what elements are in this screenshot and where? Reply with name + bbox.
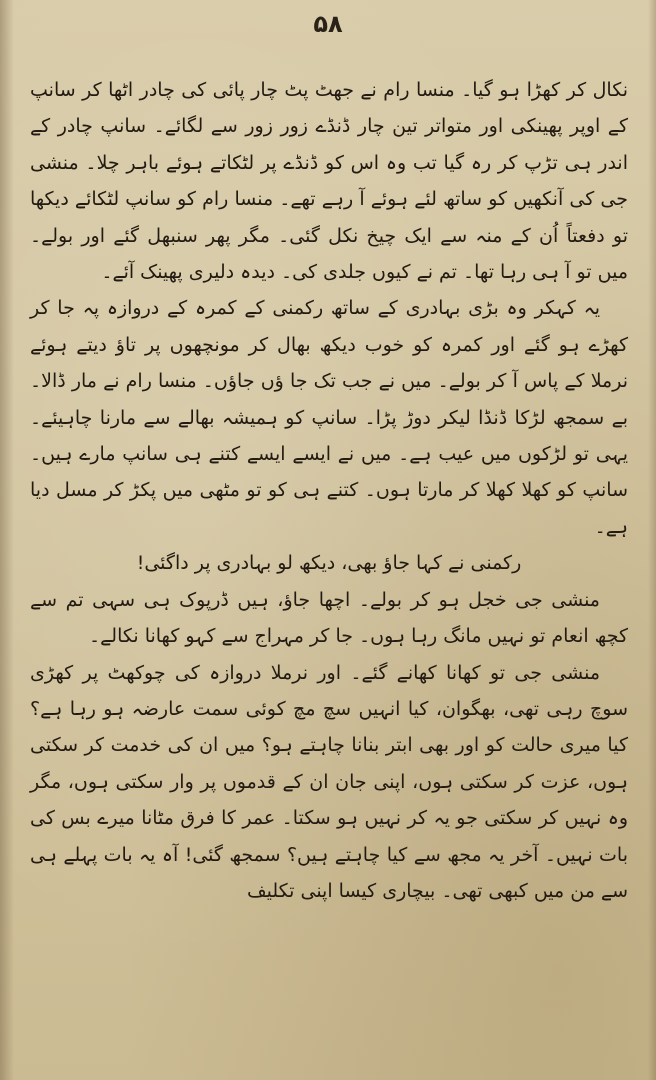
page-number: ۵۸ [313, 10, 343, 38]
paragraph-5: منشی جی تو کھانا کھانے گئے۔ اور نرملا دروازہ کی چوکھٹ پر کھڑی سوچ رہی تھی، بھگوان، کیا انہیں سچ مچ کوئی سمت عارضہ ہو رہا ہے؟ کیا میری حالت کو اور بھی ابتر بنانا چاہتے ہو؟ میں ان کی خدمت کر سکتی ہوں، عزت کر سکتی ہوں، اپنی جان ان کے قدموں پر وار سکتی ہوں، مگر وہ نہیں کر سکتی جو یہ کر نہیں ہو سکتا۔ عمر کا فرق مٹانا میرے بس کی بات نہیں۔ آخر یہ مجھ سے کیا چاہتے ہیں؟ سمجھ گئی! آہ یہ بات پہلے ہی سے من میں کبھی تھی۔ بیچاری کیسا اپنی تکلیف [30, 661, 628, 902]
page-body [30, 72, 628, 909]
paragraph-3: رکمنی نے کہا جاؤ بھی، دیکھ لو بہادری پر داگئی! [136, 552, 522, 575]
binding-shadow [0, 0, 14, 1080]
paragraph-1: نکال کر کھڑا ہو گیا۔ منسا رام نے جھٹ پٹ چار پائی کی چادر اٹھا کر سانپ کے اوپر پھینکی اور متواتر تین چار ڈنڈے زور زور سے لگائے۔ سانپ چادر کے اندر ہی تڑپ کر رہ گیا تب وہ اس کو ڈنڈے پر لٹکاتے ہوئے باہر چلا۔ منشی جی کی آنکھیں کو ساتھ لئے ہوئے آ رہے تھے۔ منسا رام کو سانپ لٹکائے دیکھا تو دفعتاً اُن کے منہ سے ایک چیخ نکل گئی۔ مگر پھر سنبھل گئے اور بولے۔ میں تو آ ہی رہا تھا۔ تم نے کیوں جلدی کی۔ دیدہ دلیری پھینک آئے۔ [30, 79, 628, 284]
page-edge-shadow [648, 0, 656, 1080]
paragraph-4: منشی جی خجل ہو کر بولے۔ اچھا جاؤ، ہیں ڈرپوک ہی سہی تم سے کچھ انعام تو نہیں مانگ رہا ہوں۔ جا کر مہراج سے کہو کھانا نکالے۔ [30, 588, 628, 648]
paragraph-2: یہ کہکر وہ بڑی بہادری کے ساتھ رکمنی کے کمرہ کے دروازہ پہ جا کر کھڑے ہو گئے اور کمرہ کو خوب دیکھ بھال کر مونچھوں پر تاؤ دیتے ہوئے نرملا کے پاس آ کر بولے۔ میں نے جب تک جا ؤں جاؤں۔ منسا رام نے مار ڈالا۔ بے سمجھ لڑکا ڈنڈا لیکر دوڑ پڑا۔ سانپ کو ہمیشہ بھالے سے مارنا چاہیئے۔ یہی تو لڑکوں میں عیب ہے۔ میں نے ایسے ایسے کتنے ہی سانپ مارے ہیں۔ سانپ کو کھلا کھلا کر مارتا ہوں۔ کتنے ہی کو تو مٹھی میں پکڑ کر مسل دیا ہے۔ [30, 297, 628, 538]
